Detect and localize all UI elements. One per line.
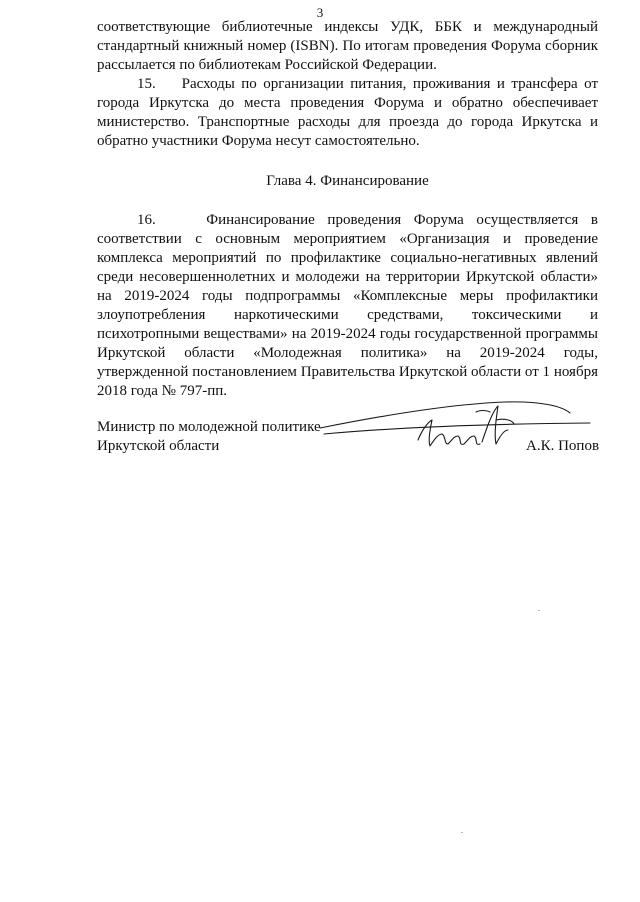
paragraph-isbn: соответствующие библиотечные индексы УДК, ББК и международный стандартный книжный номер (ISBN). По итогам проведения Форума сборник рассылается по библиотекам Российской Федерации.	[97, 19, 598, 73]
signatory-position-line-1: Министр по молодежной политике	[97, 419, 321, 435]
chapter-heading: Глава 4. Финансирование	[266, 173, 429, 189]
signatory-position-line-2: Иркутской области	[97, 438, 220, 454]
document-body	[97, 18, 598, 401]
page-number: 3	[316, 5, 324, 20]
paragraph-15-expenses: 15. Расходы по организации питания, проживания и трансфера от города Иркутска до места проведения Форума и обратно обеспечивает министерство. Транспортные расходы для проезда до города Иркутска и обратно участники Форума несут самостоятельно.	[97, 76, 598, 149]
signatory-name: А.К. Попов	[526, 438, 600, 454]
signatory-position	[97, 418, 321, 456]
paragraph-16-financing: 16. Финансирование проведения Форума осуществляется в соответствии с основным мероприятием «Организация и проведение комплекса мероприятий по профилактике социально-негативных явлений среди несовершеннолетних и молодежи на территории Иркутской области» на 2019-2024 годы подпрограммы «Комплексные меры профилактики злоупотребления наркотическими средствами, токсическими и психотропными веществами» на 2019-2024 годы государственной программы Иркутской области «Молодежная политика» на 2019-2024 годы, утвержденной постановлением Правительства Иркутской области от 1 ноября 2018 года № 797-пп.	[97, 212, 598, 399]
scan-speck	[461, 832, 463, 833]
scan-speck	[538, 610, 540, 611]
